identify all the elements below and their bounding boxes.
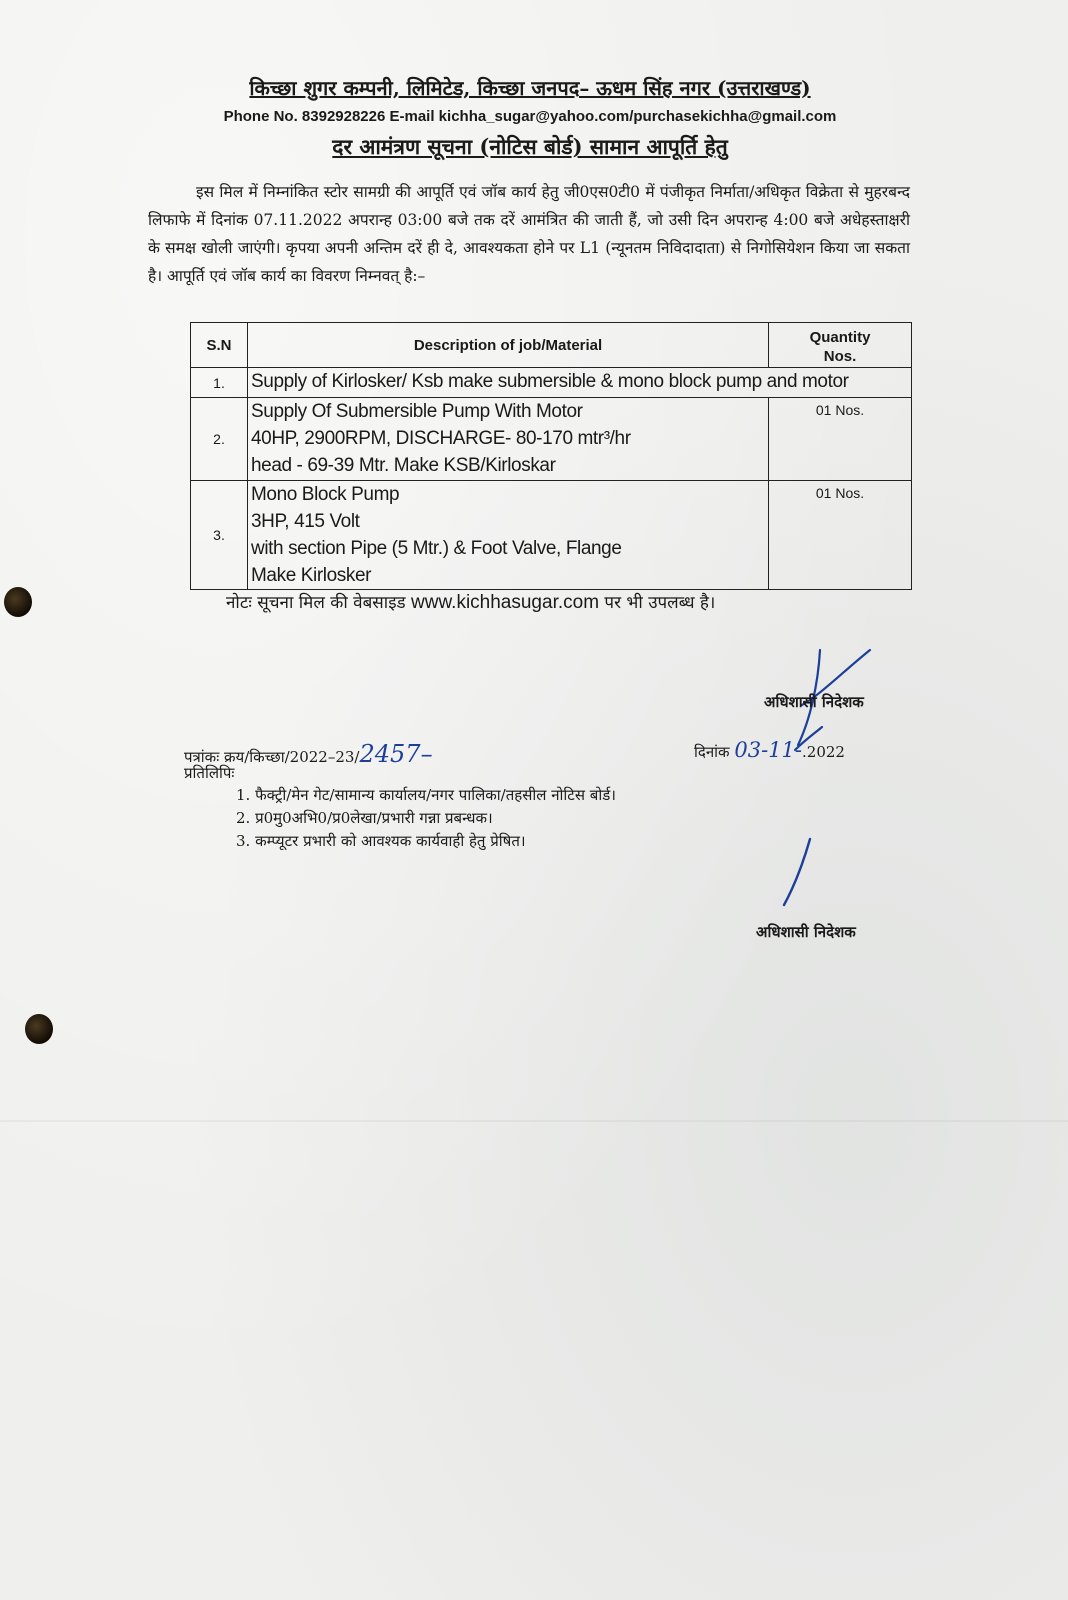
list-item: 1. फैक्ट्री/मेन गेट/सामान्य कार्यालय/नगर पालिका/तहसील नोटिस बोर्ड। (236, 786, 616, 804)
row-description (248, 398, 769, 481)
copy-list (236, 784, 616, 853)
website-note (226, 590, 715, 614)
row-description-line: Supply Of Submersible Pump With Motor (251, 401, 583, 422)
row-description-line: 3HP, 415 Volt (251, 511, 360, 532)
list-item: 2. प्र0मु0अभि0/प्र0लेखा/प्रभारी गन्ना प्रबन्धक। (236, 809, 493, 827)
list-item: 3. कम्प्यूटर प्रभारी को आवश्यक कार्यवाही हेतु प्रेषित। (236, 832, 526, 850)
row-description-line: head - 69-39 Mtr. Make KSB/Kirloskar (251, 455, 556, 476)
header-description: Description of job/Material (248, 323, 769, 368)
row-description (248, 368, 912, 398)
row-sn: 1. (191, 368, 248, 398)
table-row (191, 481, 912, 590)
table-row (191, 368, 912, 398)
date-label: दिनांक (694, 743, 730, 761)
header-quantity-line1: Quantity (809, 329, 871, 346)
row-quantity: 01 Nos. (769, 481, 912, 590)
items-table (190, 322, 912, 590)
row-description-line: Mono Block Pump (251, 484, 400, 505)
date-line (694, 738, 845, 762)
date-handwritten: 03-11- (734, 738, 803, 762)
signatory-title-1: अधिशासी निदेशक (764, 693, 864, 711)
reference-label: पत्रांकः क्रय/किच्छा/2022–23/ (184, 748, 360, 766)
header-quantity (769, 323, 912, 368)
row-description-line: with section Pipe (5 Mtr.) & Foot Valve, Flange (251, 538, 622, 559)
row-description-line: Supply of Kirlosker/ Ksb make submersible & mono block pump and motor (251, 371, 849, 392)
signature-mark-2 (778, 835, 818, 910)
notice-body: इस मिल में निम्नांकित स्टोर सामग्री की आपूर्ति एवं जॉब कार्य हेतु जी0एस0टी0 में पंजीकृत निर्माता/अधिकृत विक्रेता से मुहरबन्द लिफाफे में दिनांक 07.11.2022 अपरान्ह 03:00 बजे तक दरें आमंत्रित की जाती हैं, जो उसी दिन अपरान्ह 4:00 बजे अधेहस्ताक्षरी के समक्ष खोली जाएंगी। कृपया अपनी अन्तिम दरें ही दे, आवश्यकता होने पर L1 (न्यूनतम निविदादाता) से निगोसियेशन किया जा सकता है। आपूर्ति एवं जॉब कार्य का विवरण निम्नवत् है:– (148, 183, 910, 285)
table-header-row (191, 323, 912, 368)
signatory-title-2: अधिशासी निदेशक (756, 923, 856, 941)
company-name: किच्छा शुगर कम्पनी, लिमिटेड, किच्छा जनपद– ऊधम सिंह नगर (उत्तराखण्ड) (249, 76, 811, 100)
copy-to-label: प्रतिलिपिः (184, 764, 235, 782)
row-sn: 2. (191, 398, 248, 481)
row-sn: 3. (191, 481, 248, 590)
notice-subject: दर आमंत्रण सूचना (नोटिस बोर्ड) सामान आपूर्ति हेतु (332, 134, 728, 159)
header-sn: S.N (191, 323, 248, 368)
punch-hole-top (4, 587, 32, 617)
reference-handwritten-number: 2457– (359, 740, 433, 768)
contact-line: Phone No. 8392928226 E-mail kichha_sugar@yahoo.com/purchasekichha@gmail.com (223, 108, 837, 125)
date-year: .2022 (802, 743, 845, 761)
header-quantity-line2: Nos. (823, 348, 857, 365)
row-description-line: Make Kirlosker (251, 565, 372, 586)
row-description-line: 40HP, 2900RPM, DISCHARGE- 80-170 mtr³/hr (251, 428, 631, 449)
note-suffix: पर भी उपलब्ध है। (604, 593, 716, 613)
table-row (191, 398, 912, 481)
punch-hole-bottom (25, 1014, 53, 1044)
paper-fold (0, 1120, 1068, 1122)
website-link[interactable]: www.kichhasugar.com (411, 592, 600, 613)
note-prefix: नोटः सूचना मिल की वेबसाइड (226, 593, 406, 613)
row-description (248, 481, 769, 590)
row-quantity: 01 Nos. (769, 398, 912, 481)
